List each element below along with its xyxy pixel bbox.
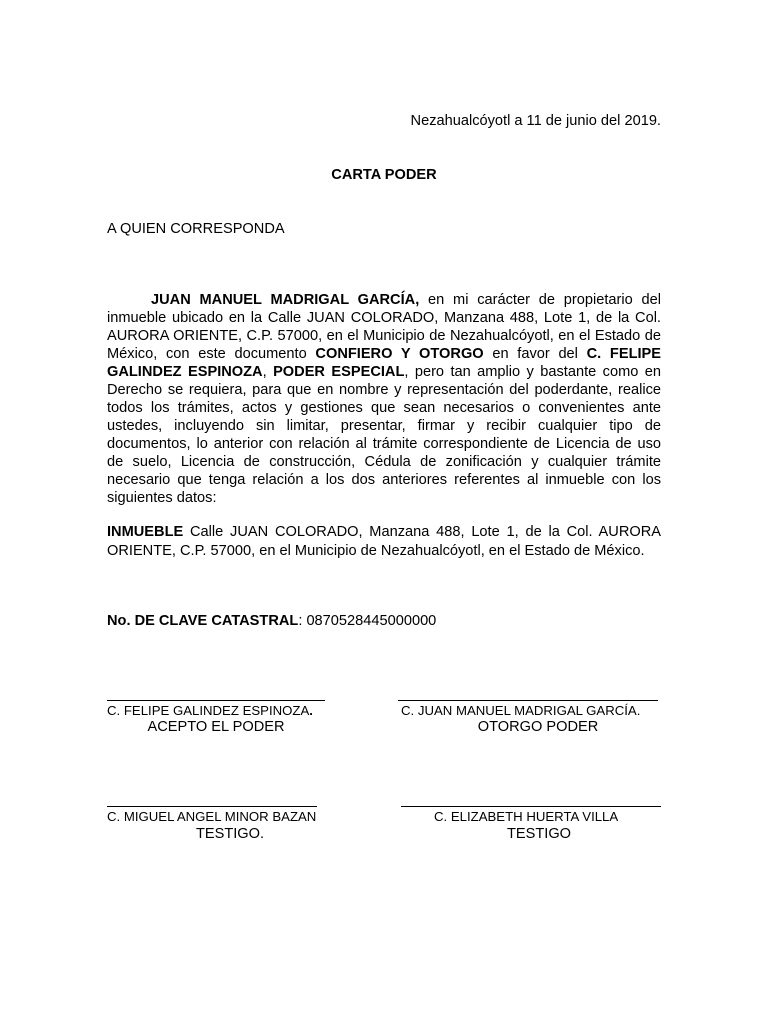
witness2-signature-role: TESTIGO: [506, 826, 572, 842]
action-phrase: CONFIERO Y OTORGO: [315, 346, 484, 362]
cadastral-separator: :: [298, 613, 307, 629]
grantor-signature-role: OTORGO PODER: [477, 719, 599, 735]
date-line: Nezahualcóyotl a 11 de junio del 2019.: [410, 113, 661, 129]
power-type: PODER ESPECIAL: [273, 364, 405, 380]
body-text-2: en favor del: [483, 346, 587, 362]
document-title: CARTA PODER: [331, 167, 437, 183]
grantor-signature-line: [398, 700, 658, 701]
witness1-signature-line: [107, 806, 317, 807]
body-text-4: , pero tan amplio y bastante como en Derecho se requiera, para que en nombre y representación del poderdante, realice todos los trámites, actos y gestiones que sean necesarios o convenientes ante ustedes, incluyendo sin limitar, presentar, firmar y recibir cualquier tipo de documentos, lo anterior con relación al trámite correspondiente de Licencia de uso de suelo, Licencia de construcción, Cédula de zonificación y cualquier trámite necesario que tenga relación a los dos anteriores referentes al inmueble con los siguientes datos:: [107, 364, 661, 506]
witness2-signature-name: C. ELIZABETH HUERTA VILLA: [434, 809, 619, 824]
body-text-3: ,: [262, 364, 274, 380]
salutation: A QUIEN CORRESPONDA: [107, 221, 285, 237]
grantee-signature-name: [107, 703, 313, 718]
cadastral-line: [107, 613, 436, 629]
property-label: INMUEBLE: [107, 524, 184, 540]
grantee-signature-role: ACEPTO EL PODER: [147, 719, 285, 735]
witness1-signature-name: C. MIGUEL ANGEL MINOR BAZAN: [107, 809, 317, 824]
cadastral-value: 0870528445000000: [306, 613, 437, 629]
witness2-signature-line: [401, 806, 661, 807]
grantee-signature-dot: .: [309, 703, 313, 718]
property-paragraph: [107, 523, 661, 560]
witness1-signature-role: TESTIGO.: [195, 826, 265, 842]
grantor-signature-name: C. JUAN MANUEL MADRIGAL GARCÍA.: [401, 703, 641, 718]
grantee-name: C. FELIPE GALINDEZ ESPINOZA: [107, 346, 662, 380]
body-paragraph: [107, 291, 661, 507]
grantor-name: JUAN MANUEL MADRIGAL GARCÍA,: [151, 292, 420, 308]
cadastral-label: No. DE CLAVE CATASTRAL: [107, 613, 299, 629]
body-text-1: en mi carácter de propietario del inmueble ubicado en la Calle JUAN COLORADO, Manzana 488, Lote 1, de la Col. AURORA ORIENTE, C.P. 57000, en el Municipio de Nezahualcóyotl, en el Estado de México, con este documento: [107, 292, 661, 362]
property-text: Calle JUAN COLORADO, Manzana 488, Lote 1, de la Col. AURORA ORIENTE, C.P. 57000, en el Municipio de Nezahualcóyotl, en el Estado de México.: [107, 524, 661, 559]
grantee-signature-name-text: C. FELIPE GALINDEZ ESPINOZA: [107, 703, 310, 718]
grantee-signature-line: [107, 700, 325, 701]
